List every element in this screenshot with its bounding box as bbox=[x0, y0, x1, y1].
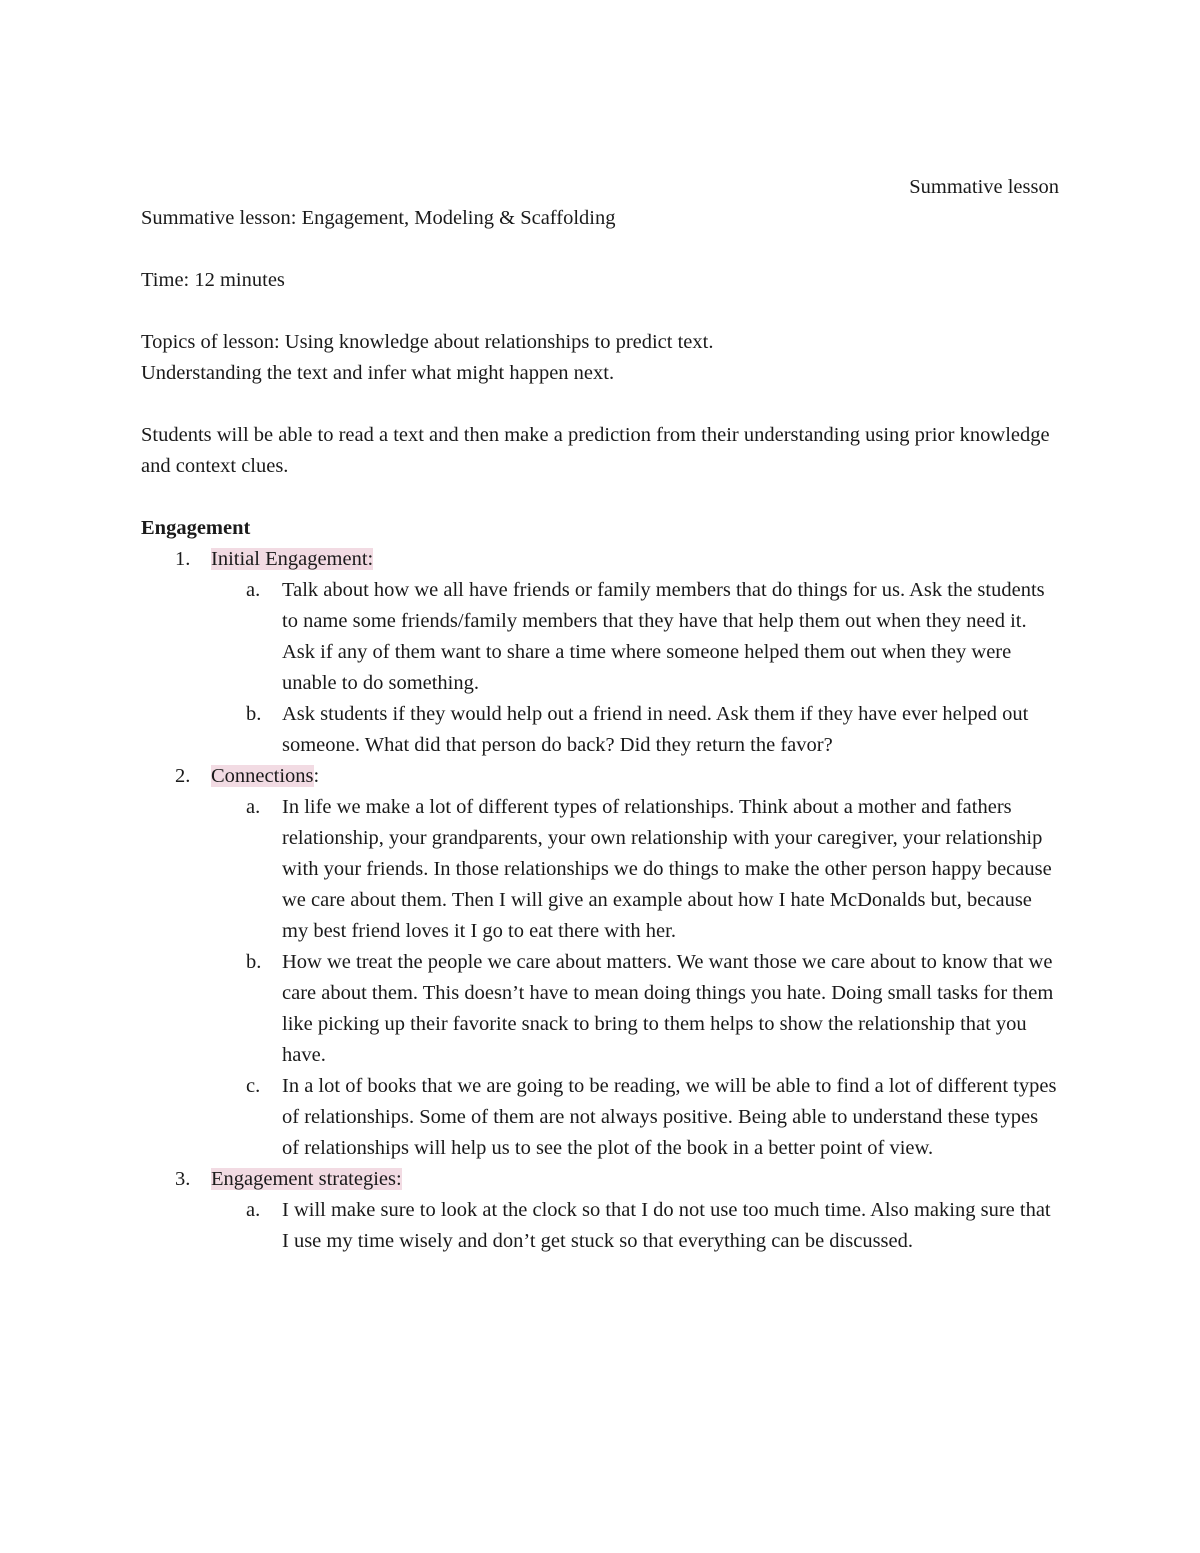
document-page bbox=[141, 172, 1061, 1257]
sub-list-text: I will make sure to look at the clock so that I do not use too much time. Also making sure that I use my time wisely and don’t get stuck so that everything can be discussed. bbox=[282, 1199, 1051, 1252]
sub-list-item bbox=[211, 575, 1061, 699]
sub-list bbox=[211, 1195, 1061, 1257]
lesson-objective: Students will be able to read a text and then make a prediction from their understanding using prior knowledge and context clues. bbox=[141, 424, 1050, 477]
list-item-title: Connections bbox=[211, 765, 314, 787]
lesson-topics-line-1: Topics of lesson: Using knowledge about relationships to predict text. bbox=[141, 331, 714, 353]
lesson-title: Summative lesson: Engagement, Modeling & Scaffolding bbox=[141, 207, 616, 229]
sub-list-text: In life we make a lot of different types of relationships. Think about a mother and fathers relationship, your grandparents, your own relationship with your caregiver, your relationship with your friends. In those relationships we do things to make the other person happy because we care about them. Then I will give an example about how I hate McDonalds but, because my best friend loves it I go to eat there with her. bbox=[282, 796, 1052, 942]
list-item-title-suffix: : bbox=[313, 765, 320, 787]
sub-list-text: How we treat the people we care about matters. We want those we care about to know that we care about them. This doesn’t have to mean doing things you hate. Doing small tasks for them like picking up their favorite snack to bring to them helps to show the relationship that you have. bbox=[282, 951, 1054, 1066]
sub-list-letter: a. bbox=[246, 796, 261, 818]
lesson-time: Time: 12 minutes bbox=[141, 269, 285, 291]
list-item-title: Engagement strategies: bbox=[211, 1168, 402, 1190]
section-heading-engagement: Engagement bbox=[141, 517, 251, 539]
sub-list-letter: b. bbox=[246, 951, 262, 973]
list-item-connections bbox=[141, 761, 1061, 1164]
sub-list-item bbox=[211, 792, 1061, 947]
spacer bbox=[141, 389, 1061, 420]
list-item-title: Initial Engagement: bbox=[211, 548, 374, 570]
sub-list bbox=[211, 792, 1061, 1164]
list-number: 2. bbox=[175, 765, 191, 787]
sub-list-item bbox=[211, 947, 1061, 1071]
sub-list-text: In a lot of books that we are going to be reading, we will be able to find a lot of different types of relationships. Some of them are not always positive. Being able to understand these types of relationships will help us to see the plot of the book in a better point of view. bbox=[282, 1075, 1057, 1159]
sub-list-item bbox=[211, 699, 1061, 761]
sub-list-letter: a. bbox=[246, 579, 261, 601]
sub-list-letter: a. bbox=[246, 1199, 261, 1221]
list-item-engagement-strategies bbox=[141, 1164, 1061, 1257]
engagement-list bbox=[141, 544, 1061, 1257]
sub-list-item bbox=[211, 1071, 1061, 1164]
spacer bbox=[141, 234, 1061, 265]
sub-list-text: Talk about how we all have friends or family members that do things for us. Ask the students to name some friends/family members that they have that help them out when they need it. Ask if any of them want to share a time where someone helped them out when they were unable to do something. bbox=[282, 579, 1045, 694]
lesson-topics-line-2: Understanding the text and infer what might happen next. bbox=[141, 362, 615, 384]
sub-list-text: Ask students if they would help out a friend in need. Ask them if they have ever helped out someone. What did that person do back? Did they return the favor? bbox=[282, 703, 1029, 756]
list-item-initial-engagement bbox=[141, 544, 1061, 761]
sub-list-letter: b. bbox=[246, 703, 262, 725]
sub-list bbox=[211, 575, 1061, 761]
list-number: 3. bbox=[175, 1168, 191, 1190]
spacer bbox=[141, 482, 1061, 513]
list-number: 1. bbox=[175, 548, 191, 570]
sub-list-item bbox=[211, 1195, 1061, 1257]
spacer bbox=[141, 296, 1061, 327]
sub-list-letter: c. bbox=[246, 1075, 261, 1097]
running-head: Summative lesson bbox=[909, 176, 1059, 198]
